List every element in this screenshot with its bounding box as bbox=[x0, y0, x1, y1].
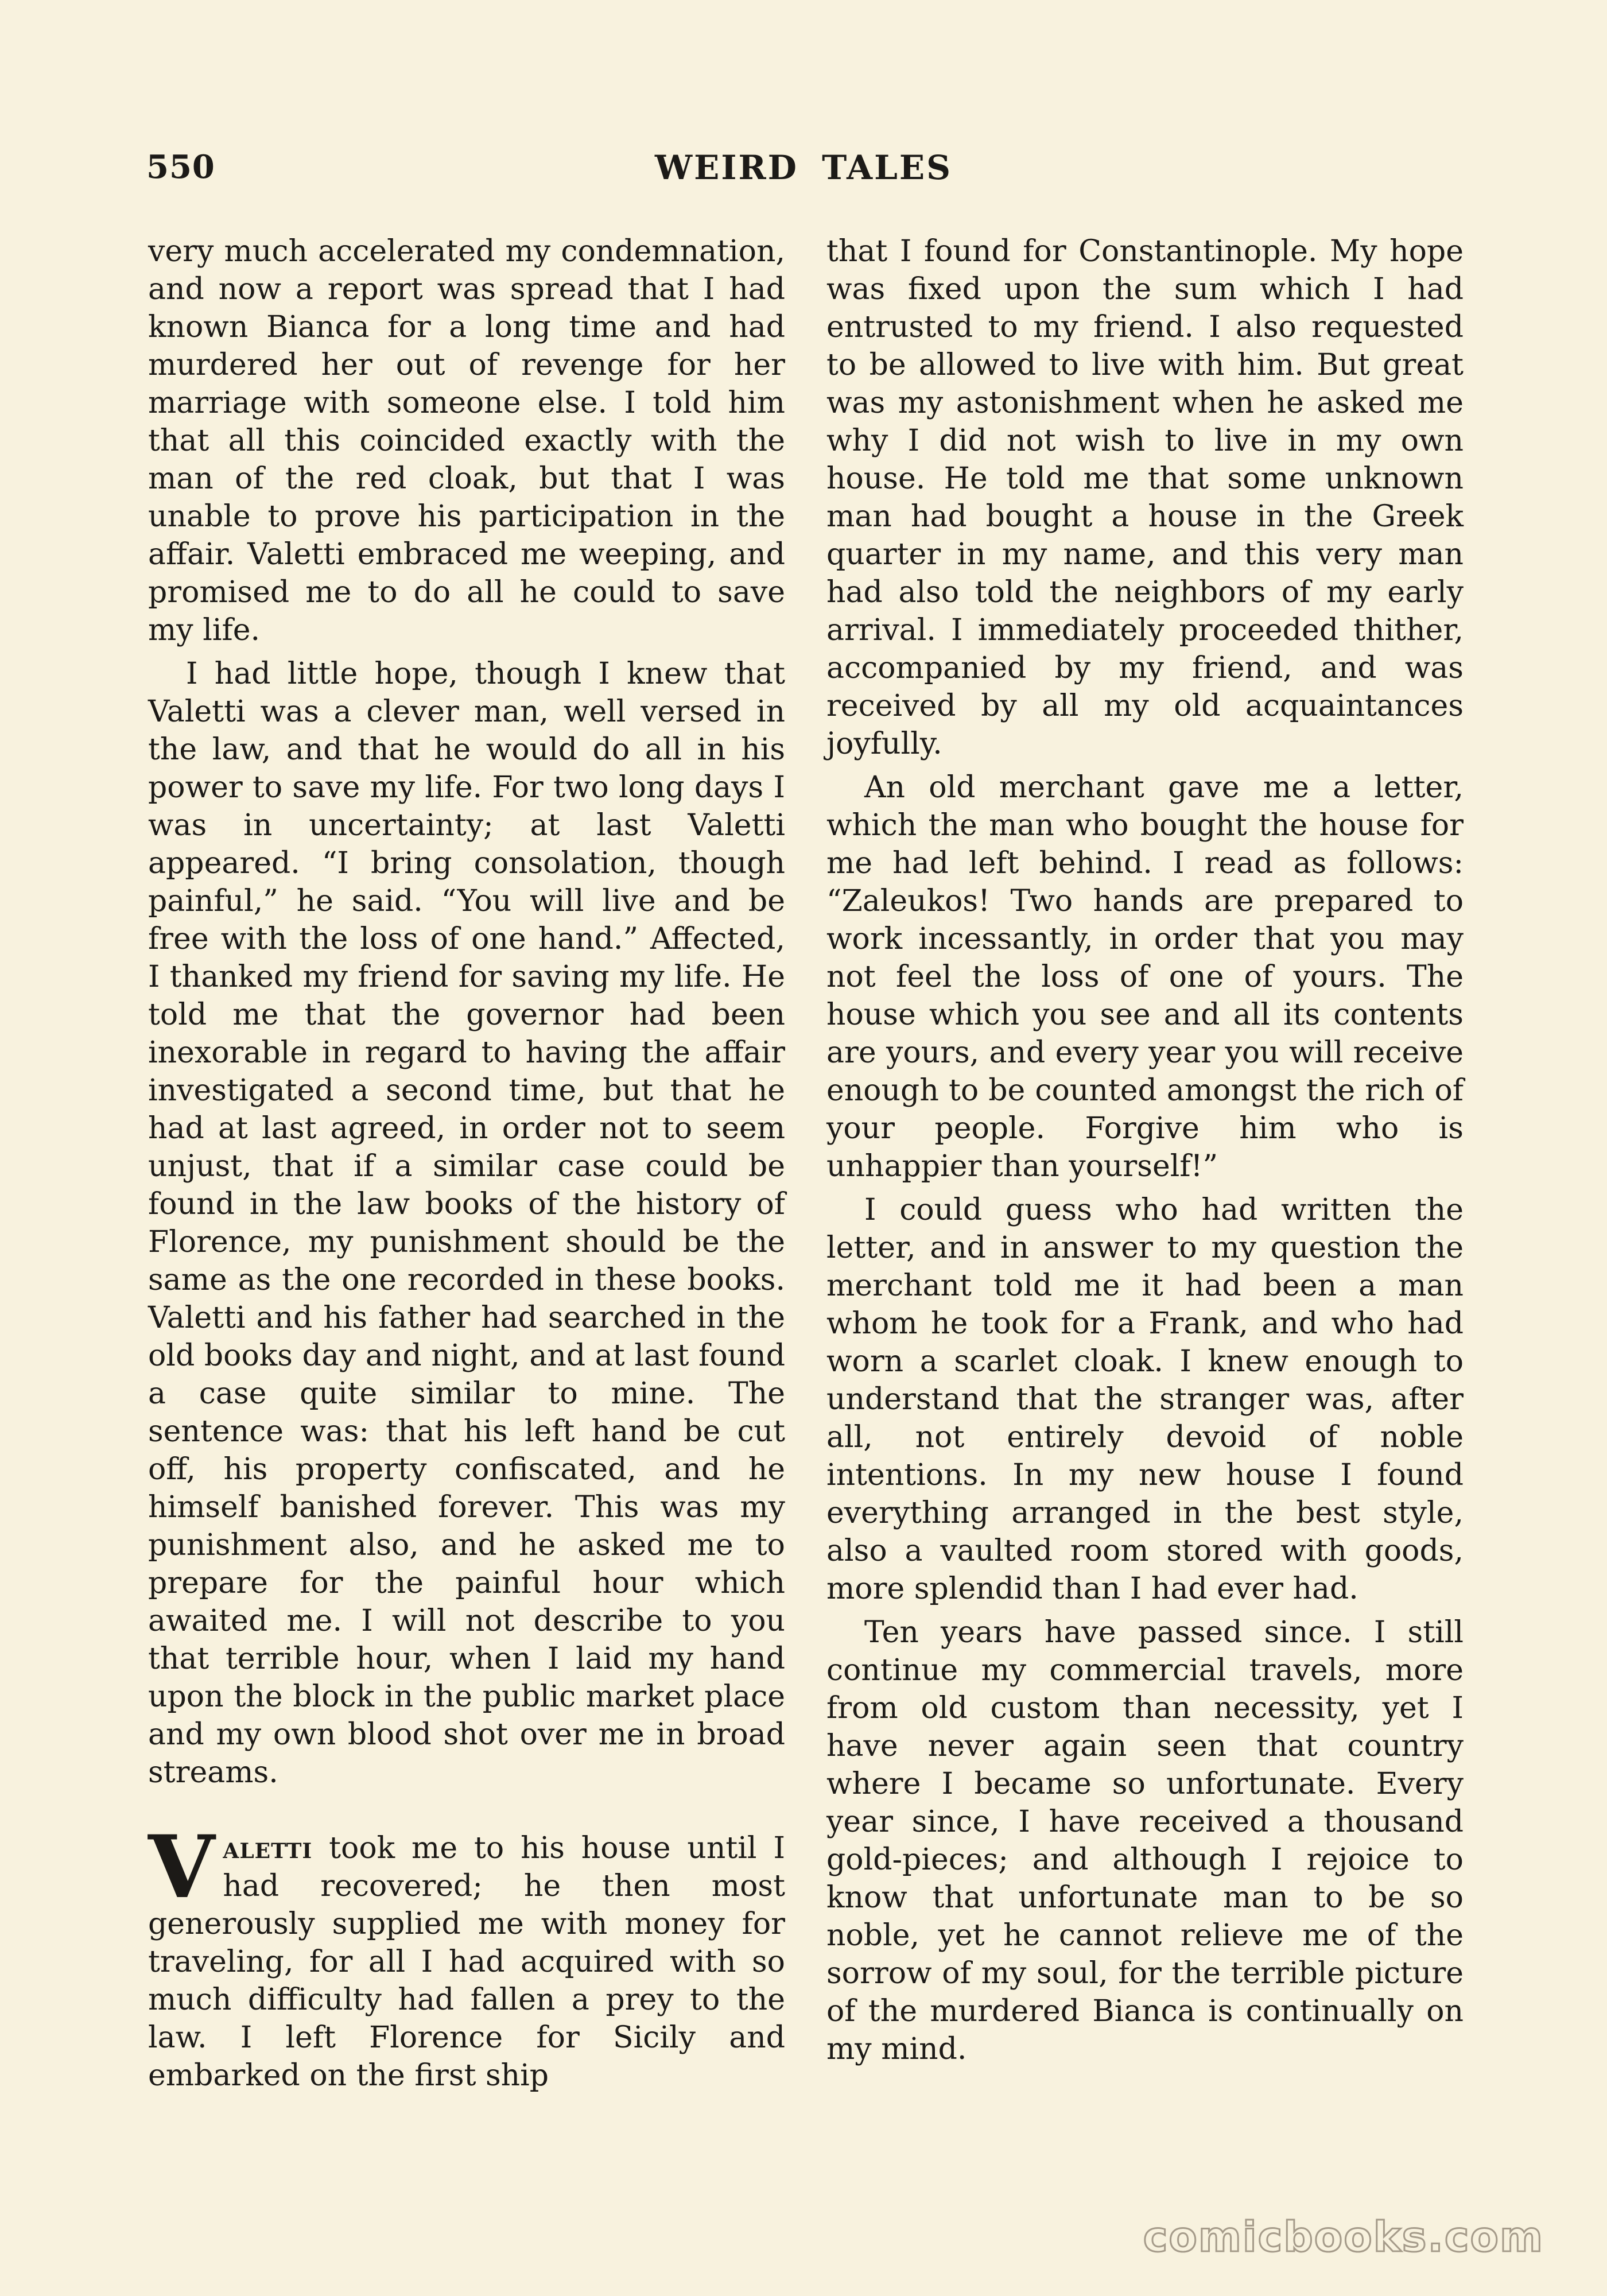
paragraph: Ten years have passed since. I still continue my commercial travels, more from old custom than necessity, yet I have never again seen that country where I became so unfortunate. Every year since, I have received a thousand gold-pieces; and although I rejoice to know that unfortunate man to be so noble, yet he cannot relieve me of the sorrow of my soul, for the terrible picture of the murdered Bianca is continually on my mind. bbox=[826, 1615, 1464, 2066]
drop-cap: V bbox=[148, 1817, 215, 1918]
paragraph: An old merchant gave me a letter, which the man who bought the house for me had left behind. I read as follows: “Zaleukos! Two hands are prepared to work incessantly, in order that you may not feel the loss of one of yours. The house which you see and all its contents are yours, and every year you will receive enough to be counted amongst the rich of your people. Forgive him who is unhappier than yourself!” bbox=[826, 770, 1464, 1184]
right-column bbox=[826, 232, 1464, 2068]
section-opening-paragraph bbox=[148, 1817, 785, 2095]
page-number: 550 bbox=[146, 148, 215, 186]
left-column bbox=[148, 232, 785, 2095]
paragraph: I could guess who had written the letter, and in answer to my question the merchant told me it had been a man whom he took for a Frank, and who had worn a scarlet cloak. I knew enough to understand that the stranger was, after all, not entirely devoid of noble intentions. In my new house I found everything arranged in the best style, also a vaulted room stored with goods, more splendid than I had ever had. bbox=[826, 1193, 1464, 1606]
magazine-title: WEIRD TALES bbox=[654, 148, 953, 187]
paragraph: that I found for Constantinople. My hope was fixed upon the sum which I had entrusted to my friend. I also requested to be allowed to live with him. But great was my astonishment when he asked me why I did not wish to live in my own house. He told me that some unknown man had bought a house in the Greek quarter in my name, and this very man had also told the neighbors of my early arrival. I immediately proceeded thither, accompanied by my friend, and was received by all my old acquaintances joyfully. bbox=[826, 234, 1464, 761]
paragraph: I had little hope, though I knew that Valetti was a clever man, well versed in the law, and that he would do all in his power to save my life. For two long days I was in uncertainty; at last Valetti appeared. “I bring consolation, though painful,” he said. “You will live and be free with the loss of one hand.” Affected, I thanked my friend for saving my life. He told me that the governor had been inexorable in regard to having the affair investigated a second time, but that he had at last agreed, in order not to seem unjust, that if a similar case could be found in the law books of the history of Florence, my punishment should be the same as the one recorded in these books. Valetti and his father had searched in the old books day and night, and at last found a case quite similar to mine. The sentence was: that his left hand be cut off, his property confiscated, and he himself banished forever. This was my punishment also, and he asked me to prepare for the painful hour which awaited me. I will not describe to you that terrible hour, when I laid my hand upon the block in the public market place and my own blood shot over me in broad streams. bbox=[148, 657, 785, 1790]
paragraph: very much accelerated my condemnation, and now a report was spread that I had known Bianca for a long time and had murdered her out of revenge for her marriage with someone else. I told him that all this coincided exactly with the man of the red cloak, but that I was unable to prove his participation in the affair. Valetti embraced me weeping, and promised me to do all he could to save my life. bbox=[148, 234, 785, 647]
watermark-logo: comicbooks.com bbox=[1143, 2213, 1544, 2261]
small-caps-word: aletti bbox=[223, 1830, 313, 1865]
paragraph-text: took me to his house until I had recovered; he then most generously supplied me with money for traveling, for all I had acquired with so much difficulty had fallen a prey to the law. I left Florence for Sicily and embarked on the first ship bbox=[148, 1831, 785, 2093]
running-head bbox=[146, 148, 1461, 188]
